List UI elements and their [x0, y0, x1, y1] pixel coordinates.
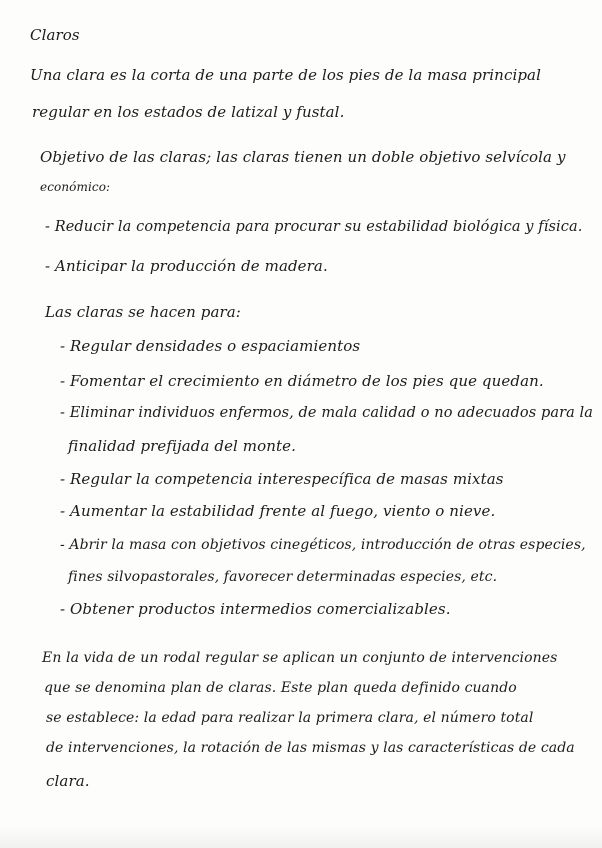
plan-line-5: clara.: [46, 772, 90, 790]
purpose-bullet-5: - Aumentar la estabilidad frente al fuego, viento o nieve.: [60, 502, 496, 520]
purpose-bullet-1: - Regular densidades o espaciamientos: [60, 337, 361, 355]
purpose-intro: Las claras se hacen para:: [45, 303, 241, 321]
plan-line-2: que se denomina plan de claras. Este plan queda definido cuando: [44, 680, 517, 696]
purpose-bullet-2: - Fomentar el crecimiento en diámetro de los pies que quedan.: [60, 372, 544, 390]
definition-line-2: regular en los estados de latizal y fustal.: [32, 103, 345, 121]
objective-bullet-2: - Anticipar la producción de madera.: [45, 257, 328, 275]
page-bottom-shadow: [0, 826, 602, 848]
objective-line-1: Objetivo de las claras; las claras tienen un doble objetivo selvícola y: [40, 148, 566, 166]
purpose-bullet-7: - Obtener productos intermedios comercializables.: [60, 600, 451, 618]
purpose-bullet-3-cont: finalidad prefijada del monte.: [68, 437, 296, 455]
purpose-bullet-3: - Eliminar individuos enfermos, de mala calidad o no adecuados para la: [60, 405, 594, 421]
objective-bullet-1: - Reducir la competencia para procurar su estabilidad biológica y física.: [45, 219, 583, 235]
page-title: Claros: [30, 26, 80, 44]
plan-line-4: de intervenciones, la rotación de las mismas y las características de cada: [46, 740, 575, 756]
purpose-bullet-6: - Abrir la masa con objetivos cinegéticos, introducción de otras especies,: [60, 537, 586, 553]
purpose-bullet-6-cont: fines silvopastorales, favorecer determinadas especies, etc.: [68, 569, 498, 585]
plan-line-3: se establece: la edad para realizar la primera clara, el número total: [46, 710, 534, 726]
purpose-bullet-4: - Regular la competencia interespecífica de masas mixtas: [60, 470, 504, 488]
plan-line-1: En la vida de un rodal regular se aplican un conjunto de intervenciones: [42, 650, 558, 666]
definition-line-1: Una clara es la corta de una parte de los pies de la masa principal: [30, 66, 541, 84]
objective-line-2: económico:: [40, 180, 111, 194]
